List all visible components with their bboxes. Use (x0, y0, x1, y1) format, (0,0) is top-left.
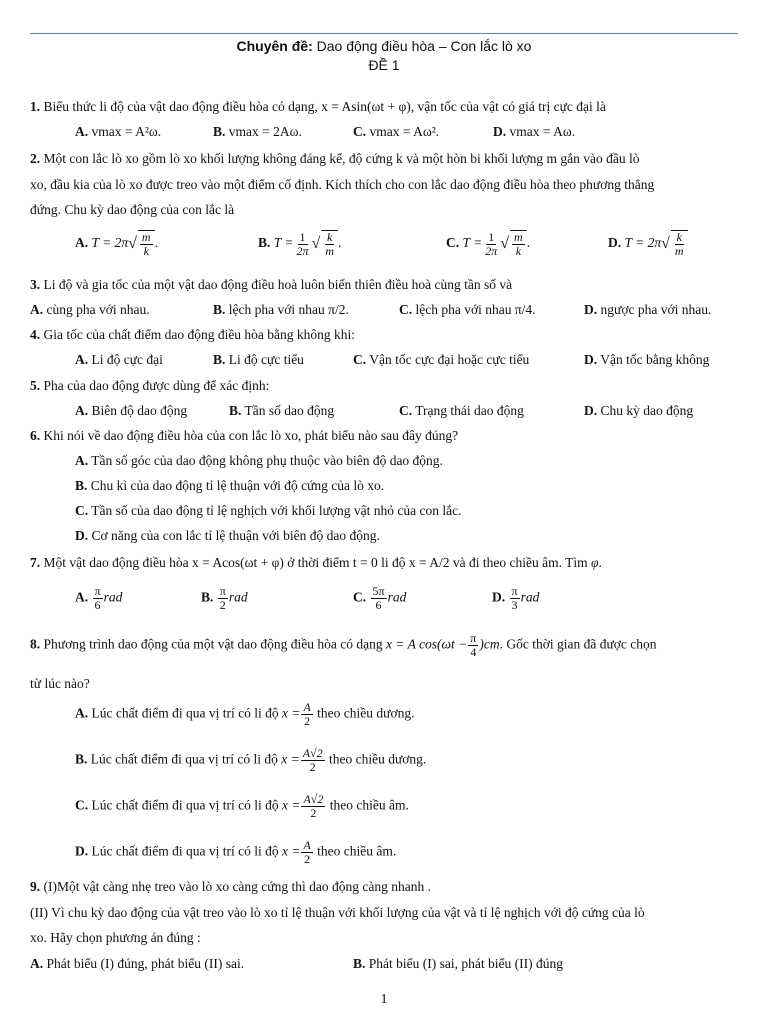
q6-option-b: B. Chu kì của dao động tỉ lệ thuận với độ cứng của lò xo. (75, 478, 385, 493)
q1-option-a: A. vmax = A²ω. (75, 124, 162, 139)
q1-option-d: D. vmax = Aω. (493, 124, 576, 139)
question-6: 6. Khi nói về dao động điều hòa của con lắc lò xo, phát biểu nào sau đây đúng? (30, 428, 459, 443)
q9-option-a: A. Phát biểu (I) đúng, phát biểu (II) sai. (30, 956, 245, 971)
question-9-line-3: xo. Hãy chọn phương án đúng : (30, 930, 201, 945)
exam-code: ĐỀ 1 (368, 57, 400, 73)
question-9: 9. (I)Một vật càng nhẹ treo vào lò xo càng cứng thì dao động càng nhanh . (30, 879, 431, 894)
question-8-line-2: từ lúc nào? (30, 676, 90, 691)
q6-option-c: C. Tần số của dao động tỉ lệ nghịch với khối lượng vật nhỏ của con lắc. (75, 503, 462, 518)
question-2: 2. Một con lắc lò xo gồm lò xo khối lượng không đáng kể, độ cứng k và một hòn bi khối lượng m gắn vào đầu lò (30, 151, 640, 166)
q1-option-c: C. vmax = Aω². (353, 124, 440, 139)
q7-option-d: D. $\frac{\pi}{3}$ rad (492, 584, 540, 612)
q2-option-a: A. T = 2π√ $\frac{m}{k}$ . (75, 230, 158, 258)
question-2-line-2: xo, đầu kia của lò xo được treo vào một điểm cố định. Kích thích cho con lắc dao động điều hòa theo phương thẳng (30, 177, 655, 192)
q6-option-d: D. Cơ năng của con lắc tỉ lệ thuận với biên độ dao động. (75, 528, 380, 543)
q8-option-d: D. Lúc chất điểm đi qua vị trí có li độ x = $\frac{A}{2}$ theo chiều âm. (75, 838, 397, 866)
q8-option-c: C. Lúc chất điểm đi qua vị trí có li độ x = $\frac{A√2}{2}$ theo chiều âm. (75, 792, 409, 820)
question-2-line-3: đứng. Chu kỳ dao động của con lắc là (30, 202, 235, 217)
q5-option-a: A. Biên độ dao động (75, 403, 188, 418)
document-title: Chuyên đề: Dao động điều hòa – Con lắc lò xo (236, 38, 532, 54)
question-4: 4. Gia tốc của chất điểm dao động điều hòa bằng không khi: (30, 327, 356, 342)
q2-option-c: C. T = $\frac{1}{2\pi}$ √ $\frac{m}{k}$ . (446, 229, 531, 258)
question-5: 5. Pha của dao động được dùng để xác định: (30, 378, 270, 393)
top-rule (30, 33, 738, 34)
q3-option-d: D. ngược pha với nhau. (584, 302, 712, 317)
q8-option-b: B. Lúc chất điểm đi qua vị trí có li độ x = $\frac{A√2}{2}$ theo chiều dương. (75, 746, 427, 774)
question-8: 8. Phương trình dao động của một vật dao động điều hòa có dạng x = A cos(ωt − $\frac{\pi}{4}$ )cm. Gốc thời gian đã được chọn (30, 631, 657, 659)
q4-option-b: B. Li độ cực tiểu (213, 352, 304, 367)
q2-option-d: D. T = 2π√ $\frac{k}{m}$ (608, 230, 688, 258)
q4-option-d: D. Vận tốc bằng không (584, 352, 710, 367)
question-7: 7. Một vật dao động điều hòa x = Acos(ωt + φ) ở thời điểm t = 0 li độ x = A/2 và đi theo chiều âm. Tìm φ. (30, 555, 602, 570)
q8-option-a: A. Lúc chất điểm đi qua vị trí có li độ x = $\frac{A}{2}$ theo chiều dương. (75, 700, 415, 728)
q4-option-a: A. Li độ cực đại (75, 352, 163, 367)
q4-option-c: C. Vận tốc cực đại hoặc cực tiểu (353, 352, 530, 367)
q2-option-b: B. T = $\frac{1}{2\pi}$ √ $\frac{k}{m}$ . (258, 229, 342, 258)
q7-option-b: B. $\frac{\pi}{2}$ rad (201, 584, 248, 612)
question-1: 1. Biểu thức li độ của vật dao động điều hòa có dạng, x = Asin(ωt + φ), vận tốc của vật có giá trị cực đại là (30, 99, 606, 114)
q7-option-a: A. $\frac{\pi}{6}$ rad (75, 584, 123, 612)
q5-option-d: D. Chu kỳ dao động (584, 403, 694, 418)
q7-option-c: C. $\frac{5\pi}{6}$ rad (353, 584, 407, 612)
question-3: 3. Li độ và gia tốc của một vật dao động điều hoà luôn biến thiên điều hoà cùng tần số và (30, 277, 513, 292)
q1-option-b: B. vmax = 2Aω. (213, 124, 302, 139)
q3-option-c: C. lệch pha với nhau π/4. (399, 302, 536, 317)
q3-option-b: B. lệch pha với nhau π/2. (213, 302, 349, 317)
q9-option-b: B. Phát biểu (I) sai, phát biểu (II) đúng (353, 956, 563, 971)
q5-option-c: C. Trạng thái dao động (399, 403, 524, 418)
q3-option-a: A. cùng pha với nhau. (30, 302, 150, 317)
q5-option-b: B. Tần số dao động (229, 403, 335, 418)
question-9-line-2: (II) Vì chu kỳ dao động của vật treo vào lò xo tỉ lệ thuận với khối lượng của vật và tỉ lệ nghịch với độ cứng của lò (30, 905, 645, 920)
q6-option-a: A. Tần số góc của dao động không phụ thuộc vào biên độ dao động. (75, 453, 443, 468)
page-number: 1 (380, 992, 388, 1007)
